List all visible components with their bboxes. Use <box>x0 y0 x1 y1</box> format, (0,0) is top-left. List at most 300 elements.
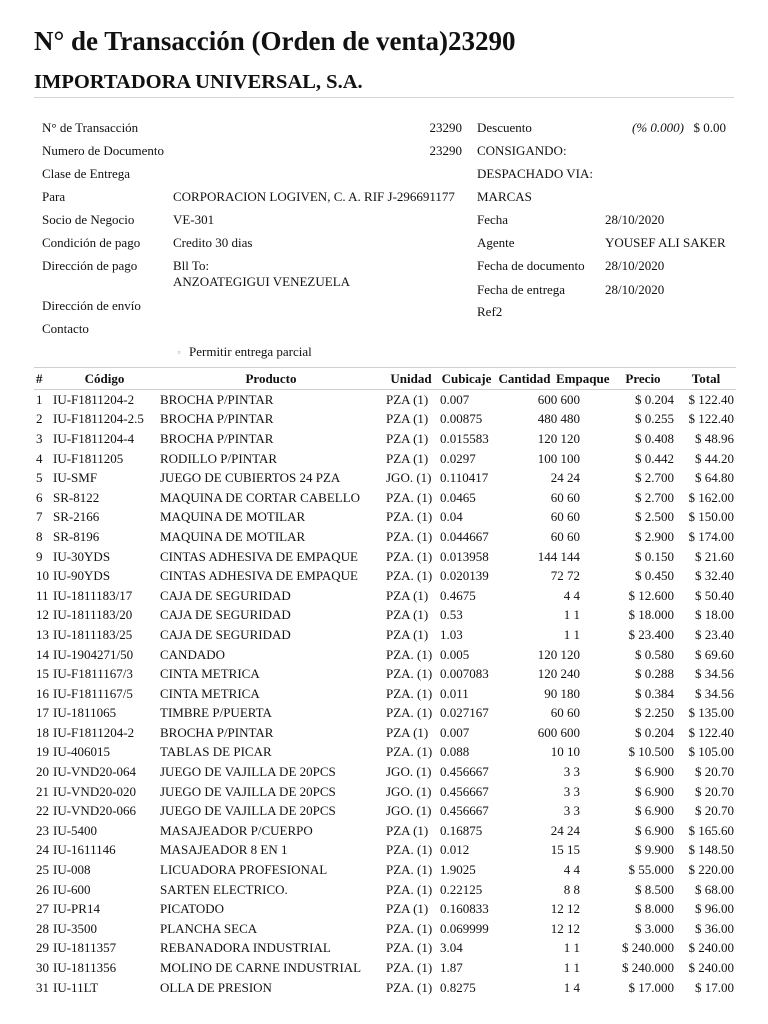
cell-total: $ 148.50 <box>688 842 734 858</box>
cell-precio: $ 8.000 <box>635 901 674 917</box>
cell-num: 23 <box>36 822 49 838</box>
cell-precio: $ 0.450 <box>635 568 674 584</box>
table-row <box>34 527 736 547</box>
cell-cantidad: 15 15 <box>550 842 580 858</box>
cell-precio: $ 3.000 <box>635 920 674 936</box>
cell-cubicaje: 0.011 <box>440 685 469 701</box>
cell-precio: $ 6.900 <box>635 764 674 780</box>
table-row <box>34 860 736 880</box>
cell-cubicaje: 1.03 <box>440 626 463 642</box>
cell-cubicaje: 0.4675 <box>440 587 476 603</box>
table-row <box>34 958 736 978</box>
cell-num: 12 <box>36 607 49 623</box>
fecha-documento-value: 28/10/2020 <box>605 258 665 273</box>
cell-cantidad: 3 3 <box>563 783 580 799</box>
cell-total: $ 20.70 <box>695 783 734 799</box>
table-row <box>34 939 736 959</box>
cell-producto: MOLINO DE CARNE INDUSTRIAL <box>160 960 362 976</box>
cell-cantidad: 60 60 <box>550 489 580 505</box>
cell-codigo: IU-1811065 <box>53 705 117 721</box>
cell-cubicaje: 0.53 <box>440 607 463 623</box>
cell-num: 31 <box>36 979 49 995</box>
table-row <box>34 488 736 508</box>
table-header-row <box>34 368 736 390</box>
table-row <box>34 468 736 488</box>
cell-num: 25 <box>36 862 49 878</box>
cell-total: $ 48.96 <box>695 430 734 446</box>
cell-total: $ 150.00 <box>688 509 734 525</box>
cell-num: 21 <box>36 783 49 799</box>
cell-cubicaje: 0.069999 <box>440 920 489 936</box>
cell-producto: PLANCHA SECA <box>160 920 258 936</box>
header-divider <box>34 97 734 98</box>
table-row <box>34 899 736 919</box>
cell-num: 3 <box>36 430 43 446</box>
fecha-documento-label: Fecha de documento <box>477 258 585 273</box>
cell-num: 2 <box>36 411 43 427</box>
cell-codigo: IU-VND20-066 <box>53 803 137 819</box>
cell-precio: $ 2.900 <box>635 528 674 544</box>
direccion-pago-line2: ANZOATEGIGUI VENEZUELA <box>173 274 351 289</box>
cell-cantidad: 12 12 <box>550 901 580 917</box>
cell-num: 19 <box>36 744 49 760</box>
cell-total: $ 20.70 <box>695 764 734 780</box>
cell-cubicaje: 0.456667 <box>440 764 489 780</box>
cell-producto: CANDADO <box>160 646 225 662</box>
cell-cubicaje: 0.0297 <box>440 450 476 466</box>
cell-producto: MAQUINA DE CORTAR CABELLO <box>160 489 361 505</box>
cell-codigo: IU-1811356 <box>53 960 117 976</box>
cell-precio: $ 0.384 <box>635 685 674 701</box>
cell-cantidad: 1 1 <box>563 940 580 956</box>
cell-codigo: SR-2166 <box>53 509 100 525</box>
cell-precio: $ 17.000 <box>628 979 674 995</box>
cell-codigo: IU-1904271/50 <box>53 646 134 662</box>
table-row <box>34 645 736 665</box>
cell-unidad: PZA. (1) <box>386 862 433 878</box>
cell-precio: $ 2.700 <box>635 470 674 486</box>
cell-producto: CAJA DE SEGURIDAD <box>160 607 291 623</box>
cell-unidad: PZA. (1) <box>386 646 433 662</box>
cell-unidad: PZA (1) <box>386 822 429 838</box>
cell-precio: $ 9.900 <box>635 842 674 858</box>
cell-total: $ 240.00 <box>688 940 734 956</box>
cell-codigo: IU-F1811167/3 <box>53 666 133 682</box>
table-row <box>34 841 736 861</box>
table-row <box>34 762 736 782</box>
table-row <box>34 919 736 939</box>
cell-total: $ 122.40 <box>688 391 734 407</box>
cell-codigo: SR-8196 <box>53 528 100 544</box>
documento-value: 23290 <box>429 143 462 158</box>
consignando-label: CONSIGANDO: <box>477 143 567 158</box>
cell-cantidad: 100 100 <box>537 450 580 466</box>
cell-producto: JUEGO DE VAJILLA DE 20PCS <box>160 803 336 819</box>
cell-precio: $ 0.255 <box>635 411 674 427</box>
cell-unidad: PZA. (1) <box>386 548 433 564</box>
cell-num: 10 <box>36 568 49 584</box>
cell-unidad: PZA (1) <box>386 626 429 642</box>
cell-producto: MAQUINA DE MOTILAR <box>160 528 306 544</box>
cell-unidad: PZA. (1) <box>386 881 433 897</box>
col-cantidad-header: Cantidad <box>495 368 554 390</box>
transaccion-value: 23290 <box>429 120 462 135</box>
cell-codigo: IU-008 <box>53 862 91 878</box>
table-row <box>34 978 736 998</box>
cell-codigo: IU-F1811205 <box>53 450 124 466</box>
table-row <box>34 801 736 821</box>
cell-num: 16 <box>36 685 49 701</box>
cell-precio: $ 8.500 <box>635 881 674 897</box>
documento-label: Numero de Documento <box>42 143 165 158</box>
table-row <box>34 390 736 410</box>
cell-producto: CAJA DE SEGURIDAD <box>160 587 291 603</box>
cell-cantidad: 4 4 <box>563 587 580 603</box>
table-row <box>34 449 736 469</box>
descuento-label: Descuento <box>477 120 532 135</box>
cell-total: $ 165.60 <box>688 822 734 838</box>
cell-cantidad: 72 72 <box>550 568 580 584</box>
cell-unidad: PZA. (1) <box>386 528 433 544</box>
cell-cantidad: 600 600 <box>537 391 580 407</box>
cell-cantidad: 1 1 <box>563 607 580 623</box>
entrega-parcial-checkbox[interactable]: ▫ <box>177 348 181 357</box>
cell-num: 17 <box>36 705 49 721</box>
col-precio-header: Precio <box>610 368 676 390</box>
table-row <box>34 664 736 684</box>
cell-cubicaje: 0.020139 <box>440 568 489 584</box>
cell-unidad: PZA. (1) <box>386 842 433 858</box>
fecha-value: 28/10/2020 <box>605 212 665 227</box>
cell-codigo: IU-5400 <box>53 822 98 838</box>
condicion-value: Credito 30 dias <box>173 235 253 250</box>
cell-codigo: IU-3500 <box>53 920 98 936</box>
cell-unidad: PZA (1) <box>386 430 429 446</box>
cell-cubicaje: 0.110417 <box>440 470 489 486</box>
cell-num: 18 <box>36 724 49 740</box>
cell-cantidad: 3 3 <box>563 803 580 819</box>
cell-precio: $ 12.600 <box>628 587 674 603</box>
clase-entrega-label: Clase de Entrega <box>42 166 131 181</box>
cell-precio: $ 2.700 <box>635 489 674 505</box>
cell-total: $ 105.00 <box>688 744 734 760</box>
cell-producto: JUEGO DE VAJILLA DE 20PCS <box>160 783 336 799</box>
cell-num: 7 <box>36 509 43 525</box>
cell-unidad: PZA. (1) <box>386 979 433 995</box>
cell-precio: $ 0.288 <box>635 666 674 682</box>
cell-producto: JUEGO DE VAJILLA DE 20PCS <box>160 764 336 780</box>
cell-total: $ 21.60 <box>695 548 734 564</box>
cell-num: 1 <box>36 391 43 407</box>
cell-total: $ 96.00 <box>695 901 734 917</box>
cell-total: $ 220.00 <box>688 862 734 878</box>
cell-precio: $ 10.500 <box>628 744 674 760</box>
cell-unidad: PZA. (1) <box>386 920 433 936</box>
table-row <box>34 586 736 606</box>
cell-precio: $ 240.000 <box>622 940 674 956</box>
cell-cubicaje: 0.044667 <box>440 528 489 544</box>
cell-producto: REBANADORA INDUSTRIAL <box>160 940 331 956</box>
cell-cantidad: 24 24 <box>550 470 580 486</box>
cell-cubicaje: 0.007083 <box>440 666 489 682</box>
cell-codigo: IU-90YDS <box>53 568 111 584</box>
cell-precio: $ 6.900 <box>635 822 674 838</box>
cell-precio: $ 6.900 <box>635 783 674 799</box>
cell-cubicaje: 1.87 <box>440 960 463 976</box>
cell-cubicaje: 3.04 <box>440 940 463 956</box>
cell-codigo: IU-1811183/17 <box>53 587 133 603</box>
table-row <box>34 782 736 802</box>
cell-precio: $ 240.000 <box>622 960 674 976</box>
cell-cantidad: 3 3 <box>563 764 580 780</box>
direccion-pago-label: Dirección de pago <box>42 258 138 273</box>
cell-cantidad: 8 8 <box>563 881 580 897</box>
col-num-header: # <box>34 368 51 390</box>
despachado-label: DESPACHADO VIA: <box>477 166 593 181</box>
cell-cantidad: 60 60 <box>550 705 580 721</box>
cell-producto: BROCHA P/PINTAR <box>160 411 274 427</box>
cell-cantidad: 1 1 <box>563 960 580 976</box>
cell-codigo: IU-F1811204-4 <box>53 430 135 446</box>
descuento-pct: (% 0.000) <box>632 120 684 135</box>
cell-cubicaje: 0.013958 <box>440 548 489 564</box>
cell-cubicaje: 0.22125 <box>440 881 483 897</box>
cell-precio: $ 0.408 <box>635 430 674 446</box>
cell-codigo: IU-F1811167/5 <box>53 685 133 701</box>
cell-num: 20 <box>36 764 49 780</box>
cell-cubicaje: 0.027167 <box>440 705 489 721</box>
cell-unidad: PZA. (1) <box>386 489 433 505</box>
col-cubicaje-header: Cubicaje <box>438 368 495 390</box>
cell-producto: BROCHA P/PINTAR <box>160 430 274 446</box>
cell-unidad: PZA (1) <box>386 587 429 603</box>
direccion-envio-label: Dirección de envío <box>42 298 141 313</box>
cell-codigo: SR-8122 <box>53 489 100 505</box>
cell-producto: SARTEN ELECTRICO. <box>160 881 288 897</box>
cell-total: $ 135.00 <box>688 705 734 721</box>
cell-cubicaje: 0.456667 <box>440 803 489 819</box>
cell-precio: $ 2.250 <box>635 705 674 721</box>
table-row <box>34 566 736 586</box>
cell-codigo: IU-SMF <box>53 470 98 486</box>
cell-cantidad: 12 12 <box>550 920 580 936</box>
cell-producto: PICATODO <box>160 901 225 917</box>
cell-num: 9 <box>36 548 43 564</box>
table-row <box>34 625 736 645</box>
cell-unidad: PZA (1) <box>386 724 429 740</box>
cell-num: 5 <box>36 470 43 486</box>
cell-cantidad: 1 4 <box>563 979 580 995</box>
cell-unidad: PZA. (1) <box>386 960 433 976</box>
cell-producto: TIMBRE P/PUERTA <box>160 705 272 721</box>
cell-cubicaje: 0.8275 <box>440 979 476 995</box>
cell-unidad: PZA. (1) <box>386 705 433 721</box>
direccion-pago-line1: Bll To: <box>173 258 210 273</box>
table-row <box>34 429 736 449</box>
cell-producto: MASAJEADOR P/CUERPO <box>160 822 313 838</box>
cell-cubicaje: 0.16875 <box>440 822 483 838</box>
cell-cubicaje: 0.04 <box>440 509 463 525</box>
cell-total: $ 18.00 <box>695 607 734 623</box>
cell-producto: CINTAS ADHESIVA DE EMPAQUE <box>160 568 358 584</box>
cell-codigo: IU-VND20-064 <box>53 764 137 780</box>
cell-cantidad: 1 1 <box>563 626 580 642</box>
cell-cubicaje: 1.9025 <box>440 862 476 878</box>
cell-total: $ 64.80 <box>695 470 734 486</box>
cell-codigo: IU-F1811204-2 <box>53 391 135 407</box>
cell-unidad: PZA (1) <box>386 391 429 407</box>
socio-value: VE-301 <box>173 212 215 227</box>
cell-num: 30 <box>36 960 49 976</box>
col-unidad-header: Unidad <box>384 368 438 390</box>
agente-label: Agente <box>477 235 515 250</box>
cell-num: 13 <box>36 626 49 642</box>
cell-cubicaje: 0.00875 <box>440 411 483 427</box>
cell-producto: CINTA METRICA <box>160 666 260 682</box>
fecha-entrega-label: Fecha de entrega <box>477 282 566 297</box>
cell-cubicaje: 0.0465 <box>440 489 476 505</box>
cell-codigo: IU-1811183/25 <box>53 626 133 642</box>
table-row <box>34 547 736 567</box>
cell-total: $ 240.00 <box>688 960 734 976</box>
cell-num: 22 <box>36 803 49 819</box>
agente-value: YOUSEF ALI SAKER <box>605 235 726 250</box>
cell-total: $ 69.60 <box>695 646 734 662</box>
cell-precio: $ 23.400 <box>628 626 674 642</box>
items-table <box>34 367 736 997</box>
cell-producto: CINTA METRICA <box>160 685 260 701</box>
cell-unidad: PZA (1) <box>386 450 429 466</box>
cell-producto: RODILLO P/PINTAR <box>160 450 278 466</box>
cell-unidad: PZA. (1) <box>386 744 433 760</box>
cell-num: 15 <box>36 666 49 682</box>
cell-producto: BROCHA P/PINTAR <box>160 724 274 740</box>
cell-codigo: IU-1611146 <box>53 842 116 858</box>
cell-cantidad: 120 120 <box>537 430 580 446</box>
cell-total: $ 122.40 <box>688 411 734 427</box>
cell-codigo: IU-F1811204-2.5 <box>53 411 144 427</box>
cell-codigo: IU-F1811204-2 <box>53 724 135 740</box>
cell-precio: $ 2.500 <box>635 509 674 525</box>
cell-num: 8 <box>36 528 43 544</box>
fecha-label: Fecha <box>477 212 509 227</box>
cell-unidad: PZA (1) <box>386 411 429 427</box>
cell-unidad: JGO. (1) <box>386 803 432 819</box>
cell-cubicaje: 0.012 <box>440 842 470 858</box>
cell-cubicaje: 0.007 <box>440 391 470 407</box>
cell-total: $ 162.00 <box>688 489 734 505</box>
cell-precio: $ 55.000 <box>628 862 674 878</box>
cell-num: 4 <box>36 450 43 466</box>
contacto-label: Contacto <box>42 321 89 336</box>
cell-codigo: IU-600 <box>53 881 91 897</box>
cell-unidad: PZA. (1) <box>386 666 433 682</box>
cell-unidad: JGO. (1) <box>386 470 432 486</box>
cell-cantidad: 90 180 <box>544 685 580 701</box>
cell-unidad: PZA. (1) <box>386 685 433 701</box>
cell-cantidad: 10 10 <box>550 744 580 760</box>
cell-num: 27 <box>36 901 49 917</box>
cell-unidad: PZA. (1) <box>386 568 433 584</box>
cell-cubicaje: 0.088 <box>440 744 470 760</box>
table-row <box>34 410 736 430</box>
table-row <box>34 704 736 724</box>
cell-num: 28 <box>36 920 49 936</box>
cell-cubicaje: 0.007 <box>440 724 470 740</box>
cell-num: 24 <box>36 842 49 858</box>
cell-cubicaje: 0.456667 <box>440 783 489 799</box>
col-codigo-header: Código <box>51 368 158 390</box>
descuento-value: $ 0.00 <box>693 120 726 135</box>
socio-label: Socio de Negocio <box>42 212 135 227</box>
cell-total: $ 34.56 <box>695 685 734 701</box>
cell-unidad: PZA (1) <box>386 607 429 623</box>
cell-unidad: JGO. (1) <box>386 783 432 799</box>
cell-total: $ 122.40 <box>688 724 734 740</box>
cell-producto: MAQUINA DE MOTILAR <box>160 509 306 525</box>
cell-codigo: IU-1811183/20 <box>53 607 133 623</box>
cell-cantidad: 600 600 <box>537 724 580 740</box>
cell-unidad: PZA. (1) <box>386 940 433 956</box>
table-row <box>34 743 736 763</box>
cell-cubicaje: 0.015583 <box>440 430 489 446</box>
cell-unidad: PZA (1) <box>386 901 429 917</box>
cell-producto: LICUADORA PROFESIONAL <box>160 862 328 878</box>
cell-unidad: JGO. (1) <box>386 764 432 780</box>
cell-total: $ 17.00 <box>695 979 734 995</box>
cell-precio: $ 0.150 <box>635 548 674 564</box>
cell-precio: $ 0.204 <box>635 391 674 407</box>
cell-codigo: IU-30YDS <box>53 548 111 564</box>
table-row <box>34 606 736 626</box>
cell-num: 11 <box>36 587 49 603</box>
table-row <box>34 821 736 841</box>
cell-num: 26 <box>36 881 49 897</box>
cell-total: $ 34.56 <box>695 666 734 682</box>
company-name: IMPORTADORA UNIVERSAL, S.A. <box>34 71 363 93</box>
cell-cantidad: 120 240 <box>537 666 580 682</box>
cell-codigo: IU-VND20-020 <box>53 783 137 799</box>
cell-total: $ 23.40 <box>695 626 734 642</box>
entrega-parcial-label: Permitir entrega parcial <box>189 344 312 359</box>
cell-total: $ 68.00 <box>695 881 734 897</box>
table-row <box>34 684 736 704</box>
cell-num: 6 <box>36 489 43 505</box>
cell-precio: $ 0.204 <box>635 724 674 740</box>
cell-cantidad: 480 480 <box>537 411 580 427</box>
para-label: Para <box>42 189 66 204</box>
cell-precio: $ 18.000 <box>628 607 674 623</box>
cell-producto: OLLA DE PRESION <box>160 979 272 995</box>
cell-cantidad: 4 4 <box>563 862 580 878</box>
cell-total: $ 20.70 <box>695 803 734 819</box>
col-empaque-header: Empaque <box>554 368 610 390</box>
cell-cantidad: 24 24 <box>550 822 580 838</box>
ref2-label: Ref2 <box>477 304 503 319</box>
cell-producto: JUEGO DE CUBIERTOS 24 PZA <box>160 470 341 486</box>
fecha-entrega-value: 28/10/2020 <box>605 282 665 297</box>
cell-precio: $ 0.442 <box>635 450 674 466</box>
cell-cubicaje: 0.160833 <box>440 901 489 917</box>
cell-cantidad: 60 60 <box>550 509 580 525</box>
col-total-header: Total <box>676 368 736 390</box>
cell-total: $ 174.00 <box>688 528 734 544</box>
para-value: CORPORACION LOGIVEN, C. A. RIF J-296691177 <box>173 189 455 204</box>
cell-cantidad: 60 60 <box>550 528 580 544</box>
cell-total: $ 50.40 <box>695 587 734 603</box>
transaccion-label: N° de Transacción <box>42 120 139 135</box>
cell-num: 14 <box>36 646 49 662</box>
